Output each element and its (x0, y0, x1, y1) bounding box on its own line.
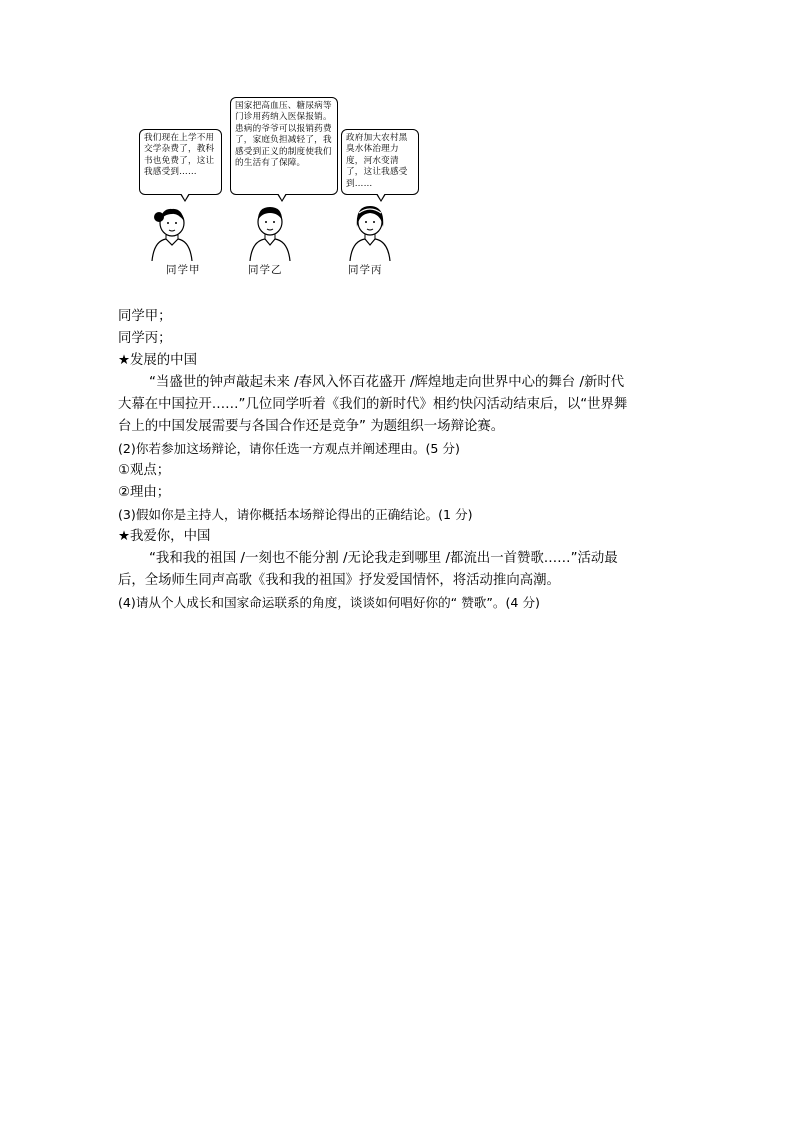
speech-bubble-student-b (230, 97, 338, 195)
caption-student-c: 同学丙 (348, 264, 383, 276)
question-2: (2)你若参加这场辩论，请你任选一方观点并阐述理由。(5 分) (118, 441, 460, 456)
section-heading-i-love-china: ★我爱你，中国 (118, 529, 211, 544)
question-text (118, 306, 678, 614)
speech-bubble-student-a (139, 129, 222, 195)
caption-student-b: 同学乙 (248, 264, 283, 276)
paragraph-line: 后，全场师生同声高歌《我和我的祖国》抒发爱国情怀，将活动推向高潮。 (118, 573, 560, 588)
student-a-figure (148, 203, 196, 261)
paragraph-line: “我和我的祖国 /一刻也不能分割 /无论我走到哪里 /都流出一首赞歌……”活动最 (149, 551, 618, 566)
student-c-figure (346, 201, 394, 261)
question-4: (4)请从个人成长和国家命运联系的角度，谈谈如何唱好你的“ 赞歌”。(4 分) (118, 595, 540, 610)
section-heading-developing-china: ★发展的中国 (118, 353, 197, 368)
speech-bubble-student-c (341, 129, 419, 195)
answer-line-student-a: 同学甲； (118, 309, 172, 324)
bubble-text: 国家把高血压、糖尿病等门诊用药纳入医保报销。患病的爷爷可以报销药费了，家庭负担减轻了，我感受到正义的制度使我们的生活有了保障。 (235, 101, 332, 169)
viewpoint-line: ①观点； (118, 463, 171, 478)
question-3: (3)假如你是主持人，请你概括本场辩论得出的正确结论。(1 分) (118, 507, 473, 522)
answer-line-student-c: 同学丙； (118, 331, 172, 346)
student-b-figure (246, 201, 294, 261)
caption-student-a: 同学甲 (166, 264, 201, 276)
paragraph-line: 大幕在中国拉开……”几位同学听着《我们的新时代》相约快闪活动结束后，以“世界舞 (118, 397, 628, 412)
paragraph-line: “当盛世的钟声敲起未来 /春风入怀百花盛开 /辉煌地走向世界中心的舞台 /新时代 (149, 375, 625, 390)
cartoon-illustration (136, 97, 423, 278)
reason-line: ②理由； (118, 485, 171, 500)
paragraph-line: 台上的中国发展需要与各国合作还是竞争” 为题组织一场辩论赛。 (118, 419, 505, 434)
bubble-text: 政府加大农村黑臭水体治理力度，河水变清了，这让我感受到…… (346, 133, 408, 189)
bubble-text: 我们现在上学不用交学杂费了，教科书也免费了，这让我感受到…… (144, 133, 215, 178)
bubble-tail (180, 194, 190, 202)
